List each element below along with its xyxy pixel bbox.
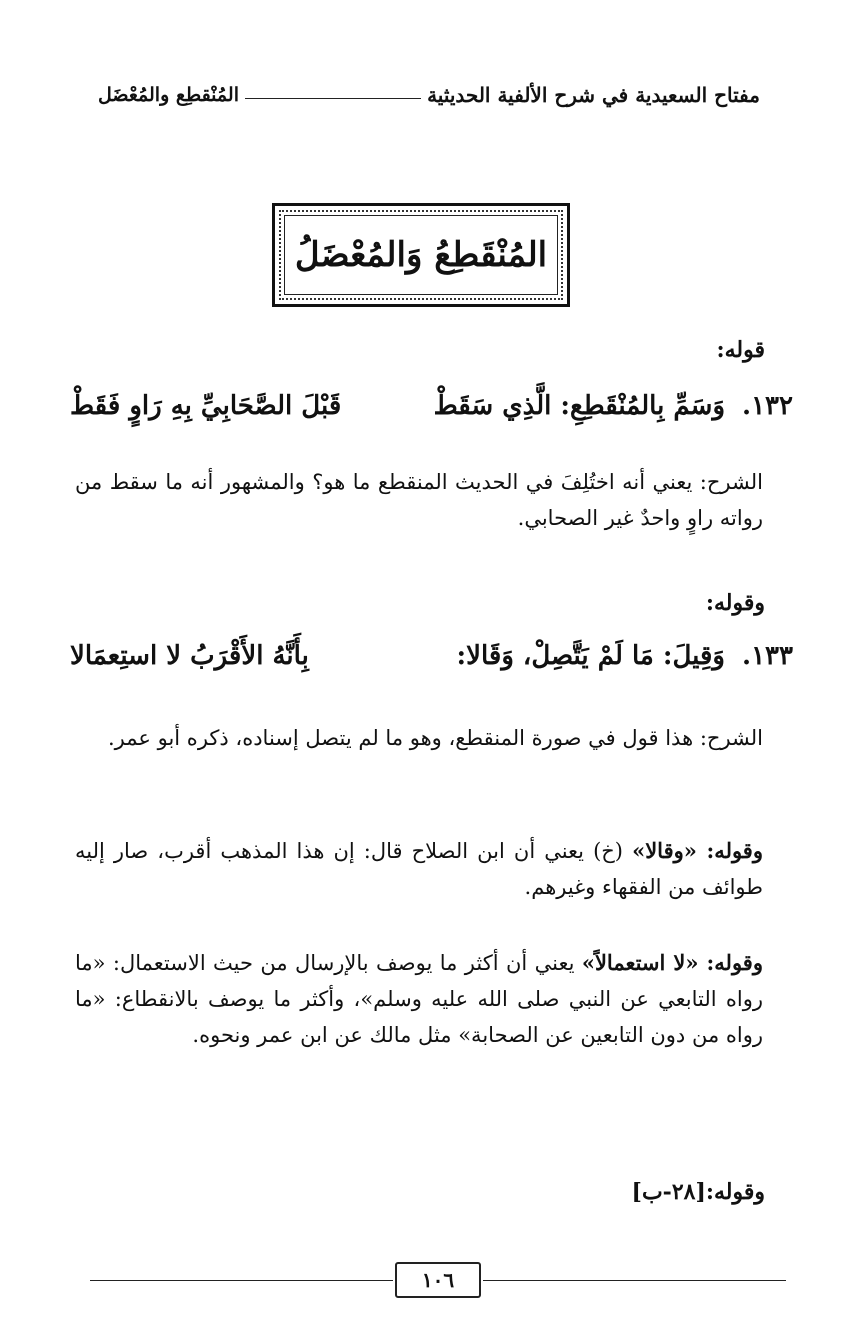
quoted-phrase: وقوله: «وقالا»	[632, 838, 763, 863]
chapter-title-inner-frame	[279, 210, 563, 300]
commentary-paragraph	[75, 833, 763, 905]
header-rule	[245, 98, 421, 99]
verse-hemistich-second: بِأَنَّهُ الأَقْرَبُ لا استِعمَالا	[70, 641, 309, 671]
verse-hemistich-first: وَقِيلَ: مَا لَمْ يَتَّصِلْ، وَقَالا:	[456, 641, 725, 671]
verse-hemistich-second: قَبْلَ الصَّحَابِيِّ بِهِ رَاوٍ فَقَطْ	[70, 391, 342, 421]
quoted-phrase: وقوله: «لا استعمالاً»	[581, 950, 763, 975]
verse-hemistich-first: وَسَمِّ بِالمُنْقَطِعِ: الَّذِي سَقَطْ	[433, 391, 725, 421]
section-label: قوله:	[716, 337, 765, 363]
header-chapter-name: المُنْقطِع والمُعْضَل	[98, 84, 239, 106]
footer-rule-left	[90, 1280, 393, 1281]
verse-133	[70, 636, 793, 676]
section-label: وقوله:	[705, 590, 765, 616]
commentary-paragraph	[75, 945, 763, 1053]
verse-number: ١٣٢.	[742, 391, 793, 421]
chapter-title: المُنْقَطِعُ وَالمُعْضَلُ	[294, 235, 548, 275]
footer-rule-right	[483, 1280, 786, 1281]
commentary-paragraph: الشرح: هذا قول في صورة المنقطع، وهو ما لم يتصل إسناده، ذكره أبو عمر.	[108, 726, 763, 750]
running-header	[98, 78, 760, 112]
paragraph-text: (خ) يعني أن ابن الصلاح قال: إن هذا المذهب أقرب، صار إليه طوائف من الفقهاء وغيرهم.	[75, 839, 763, 899]
paragraph-text: يعني أن أكثر ما يوصف بالإرسال من حيث الاستعمال: «ما رواه التابعي عن النبي صلى الله عليه وسلم»، وأكثر ما يوصف بالانقطاع: «ما رواه من دون التابعين عن الصحابة» مثل مالك عن ابن عمر ونحوه.	[75, 951, 763, 1047]
page-number: ١٠٦	[395, 1262, 481, 1298]
commentary-paragraph: الشرح: يعني أنه اختُلِفَ في الحديث المنقطع ما هو؟ والمشهور أنه ما سقط من رواته راوٍ واحدٌ غير الصحابي.	[75, 470, 763, 530]
header-book-title: مفتاح السعيدية في شرح الألفية الحديثية	[427, 83, 760, 107]
verse-number: ١٣٣.	[742, 641, 793, 671]
verse-132	[70, 386, 793, 426]
section-label: وقوله:[٢٨-ب]	[631, 1179, 765, 1205]
chapter-title-frame	[272, 203, 570, 307]
